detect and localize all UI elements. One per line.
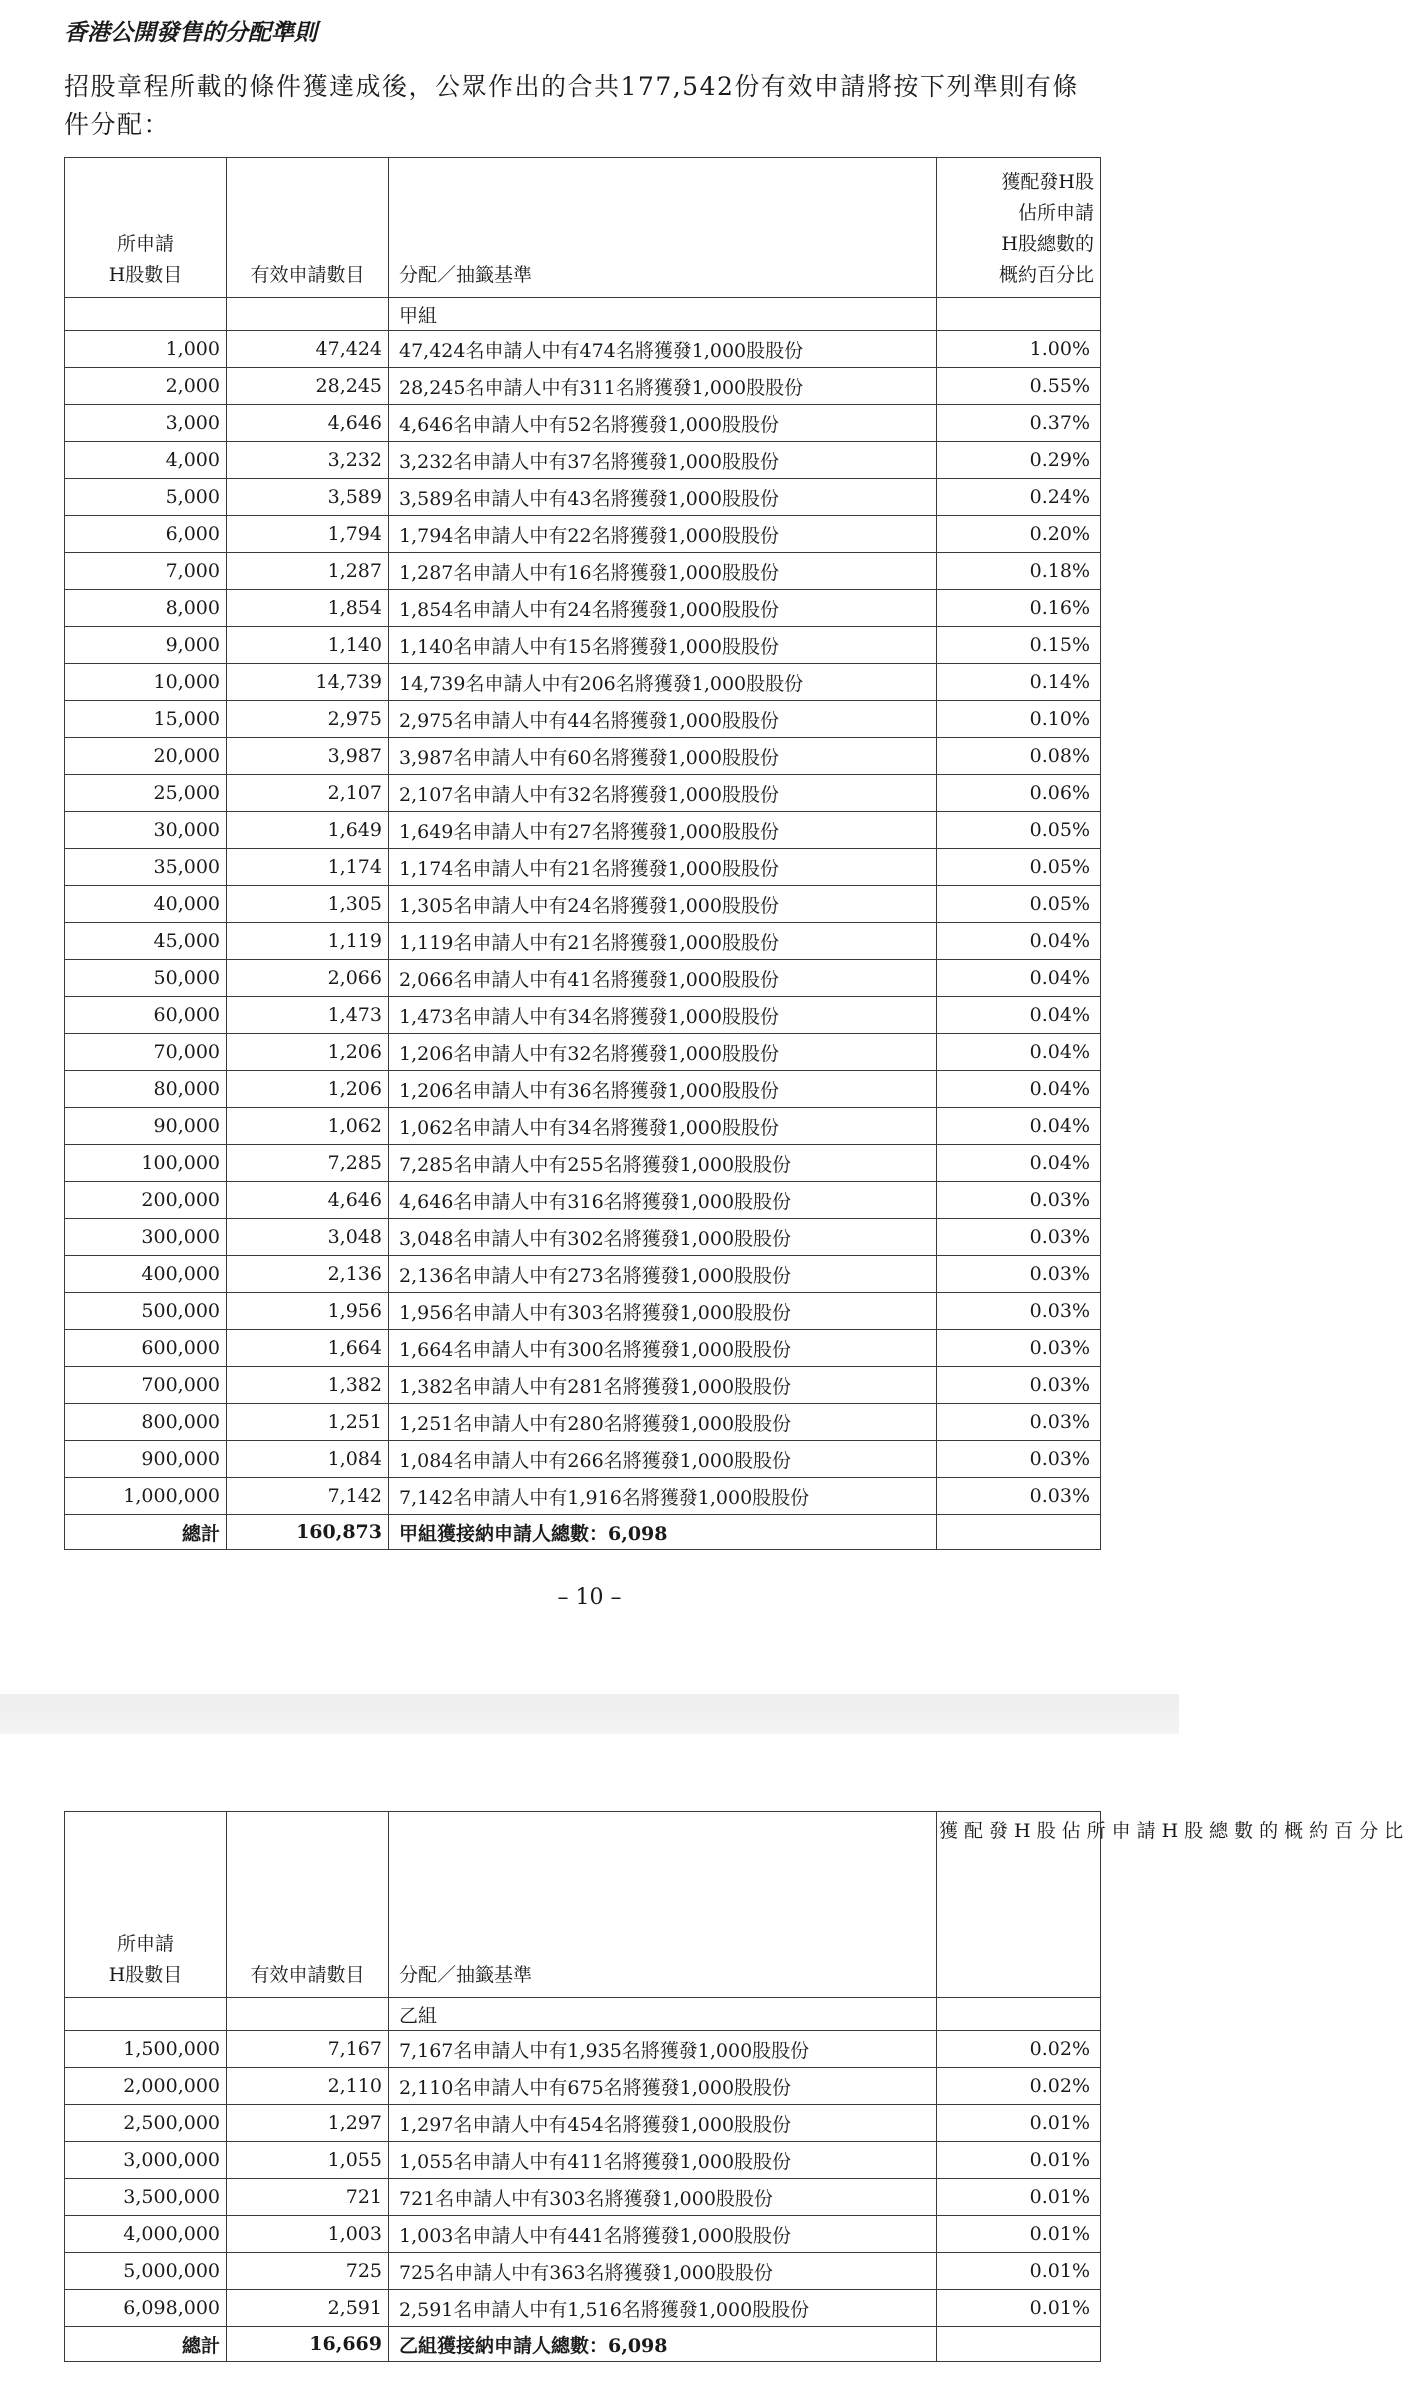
cell-approx-percentage: 0.03% [937, 1256, 1101, 1293]
cell-valid-applications: 1,140 [227, 627, 389, 664]
total-label: 總計 [65, 1515, 227, 1550]
cell-valid-applications: 725 [227, 2253, 389, 2290]
cell-approx-percentage: 0.03% [937, 1293, 1101, 1330]
cell-valid-applications: 1,174 [227, 849, 389, 886]
cell-allocation-basis: 3,232名申請人中有37名將獲發1,000股股份 [389, 442, 937, 479]
cell-allocation-basis: 1,055名申請人中有411名將獲發1,000股股份 [389, 2142, 937, 2179]
cell-valid-applications: 4,646 [227, 1182, 389, 1219]
table-header-row [65, 1812, 1101, 1998]
table-row [65, 997, 1101, 1034]
cell-approx-percentage: 0.01% [937, 2105, 1101, 2142]
cell-approx-percentage: 0.14% [937, 664, 1101, 701]
table-row [65, 1330, 1101, 1367]
cell-approx-percentage: 0.04% [937, 923, 1101, 960]
cell-approx-percentage: 0.01% [937, 2253, 1101, 2290]
total-empty-cell [937, 1515, 1101, 1550]
table-row [65, 479, 1101, 516]
cell-shares-applied: 45,000 [65, 923, 227, 960]
cell-shares-applied: 4,000,000 [65, 2216, 227, 2253]
cell-allocation-basis: 721名申請人中有303名將獲發1,000股股份 [389, 2179, 937, 2216]
table-row [65, 2105, 1101, 2142]
table-row [65, 664, 1101, 701]
cell-shares-applied: 2,000 [65, 368, 227, 405]
table-header-row [65, 158, 1101, 298]
cell-valid-applications: 3,987 [227, 738, 389, 775]
col-header-basis: 分配／抽籤基準 [389, 1812, 937, 1998]
cell-approx-percentage: 0.20% [937, 516, 1101, 553]
cell-shares-applied: 7,000 [65, 553, 227, 590]
cell-approx-percentage: 0.08% [937, 738, 1101, 775]
cell-approx-percentage: 0.10% [937, 701, 1101, 738]
cell-valid-applications: 1,664 [227, 1330, 389, 1367]
cell-approx-percentage: 0.16% [937, 590, 1101, 627]
cell-shares-applied: 1,000 [65, 331, 227, 368]
cell-shares-applied: 200,000 [65, 1182, 227, 1219]
table-row [65, 2179, 1101, 2216]
cell-approx-percentage: 0.01% [937, 2216, 1101, 2253]
total-valid-applications: 16,669 [227, 2327, 389, 2362]
cell-shares-applied: 1,000,000 [65, 1478, 227, 1515]
page-number: – 10 – [557, 1585, 622, 1610]
cell-valid-applications: 7,285 [227, 1145, 389, 1182]
total-empty-cell [937, 2327, 1101, 2362]
cell-approx-percentage: 0.03% [937, 1404, 1101, 1441]
table-row [65, 738, 1101, 775]
cell-approx-percentage: 0.15% [937, 627, 1101, 664]
total-row [65, 1515, 1101, 1550]
cell-allocation-basis: 1,003名申請人中有441名將獲發1,000股股份 [389, 2216, 937, 2253]
cell-approx-percentage: 0.03% [937, 1367, 1101, 1404]
table-row [65, 923, 1101, 960]
cell-valid-applications: 1,206 [227, 1034, 389, 1071]
table-row [65, 553, 1101, 590]
col-header-pct: 獲配發H股佔所申請H股總數的概約百分比 [937, 1812, 1101, 1998]
cell-valid-applications: 1,119 [227, 923, 389, 960]
cell-valid-applications: 7,142 [227, 1478, 389, 1515]
cell-valid-applications: 1,062 [227, 1108, 389, 1145]
table-row [65, 812, 1101, 849]
page-separator [0, 1694, 1179, 1734]
cell-allocation-basis: 28,245名申請人中有311名將獲發1,000股股份 [389, 368, 937, 405]
table-row [65, 775, 1101, 812]
cell-approx-percentage: 0.24% [937, 479, 1101, 516]
cell-valid-applications: 7,167 [227, 2031, 389, 2068]
cell-shares-applied: 900,000 [65, 1441, 227, 1478]
cell-shares-applied: 2,000,000 [65, 2068, 227, 2105]
cell-approx-percentage: 0.01% [937, 2290, 1101, 2327]
cell-shares-applied: 100,000 [65, 1145, 227, 1182]
cell-valid-applications: 1,297 [227, 2105, 389, 2142]
cell-allocation-basis: 1,664名申請人中有300名將獲發1,000股股份 [389, 1330, 937, 1367]
table-row [65, 1478, 1101, 1515]
table-row [65, 1367, 1101, 1404]
cell-valid-applications: 3,232 [227, 442, 389, 479]
cell-allocation-basis: 1,206名申請人中有36名將獲發1,000股股份 [389, 1071, 937, 1108]
cell-allocation-basis: 1,062名申請人中有34名將獲發1,000股股份 [389, 1108, 937, 1145]
cell-allocation-basis: 1,174名申請人中有21名將獲發1,000股股份 [389, 849, 937, 886]
total-successful-applicants: 甲組獲接納申請人總數：6,098 [389, 1515, 937, 1550]
cell-shares-applied: 25,000 [65, 775, 227, 812]
cell-allocation-basis: 1,854名申請人中有24名將獲發1,000股股份 [389, 590, 937, 627]
col-header-shares: 所申請 H股數目 [65, 1812, 227, 1998]
cell-shares-applied: 500,000 [65, 1293, 227, 1330]
cell-approx-percentage: 0.03% [937, 1330, 1101, 1367]
cell-approx-percentage: 0.04% [937, 1071, 1101, 1108]
col-header-valid: 有效申請數目 [227, 1812, 389, 1998]
cell-shares-applied: 20,000 [65, 738, 227, 775]
cell-valid-applications: 2,107 [227, 775, 389, 812]
col-header-shares: 所申請 H股數目 [65, 158, 227, 298]
table-row [65, 2142, 1101, 2179]
cell-valid-applications: 1,251 [227, 1404, 389, 1441]
cell-shares-applied: 3,500,000 [65, 2179, 227, 2216]
cell-valid-applications: 1,956 [227, 1293, 389, 1330]
cell-approx-percentage: 0.37% [937, 405, 1101, 442]
cell-approx-percentage: 0.55% [937, 368, 1101, 405]
col-header-valid: 有效申請數目 [227, 158, 389, 298]
cell-valid-applications: 2,591 [227, 2290, 389, 2327]
cell-approx-percentage: 0.05% [937, 849, 1101, 886]
cell-allocation-basis: 3,048名申請人中有302名將獲發1,000股股份 [389, 1219, 937, 1256]
cell-shares-applied: 70,000 [65, 1034, 227, 1071]
cell-shares-applied: 6,000 [65, 516, 227, 553]
table-row [65, 1145, 1101, 1182]
cell-allocation-basis: 1,305名申請人中有24名將獲發1,000股股份 [389, 886, 937, 923]
group-row [65, 298, 1101, 331]
cell-allocation-basis: 1,382名申請人中有281名將獲發1,000股股份 [389, 1367, 937, 1404]
cell-shares-applied: 800,000 [65, 1404, 227, 1441]
table-row [65, 516, 1101, 553]
cell-shares-applied: 5,000,000 [65, 2253, 227, 2290]
table-row [65, 442, 1101, 479]
cell-valid-applications: 4,646 [227, 405, 389, 442]
cell-approx-percentage: 0.05% [937, 812, 1101, 849]
cell-valid-applications: 1,003 [227, 2216, 389, 2253]
cell-allocation-basis: 1,649名申請人中有27名將獲發1,000股股份 [389, 812, 937, 849]
cell-approx-percentage: 0.02% [937, 2068, 1101, 2105]
table-row [65, 1108, 1101, 1145]
cell-allocation-basis: 2,136名申請人中有273名將獲發1,000股股份 [389, 1256, 937, 1293]
cell-shares-applied: 600,000 [65, 1330, 227, 1367]
table-row [65, 886, 1101, 923]
table-row [65, 405, 1101, 442]
cell-allocation-basis: 14,739名申請人中有206名將獲發1,000股股份 [389, 664, 937, 701]
cell-valid-applications: 2,136 [227, 1256, 389, 1293]
table-row [65, 701, 1101, 738]
cell-valid-applications: 1,055 [227, 2142, 389, 2179]
cell-shares-applied: 3,000,000 [65, 2142, 227, 2179]
cell-shares-applied: 300,000 [65, 1219, 227, 1256]
cell-valid-applications: 2,975 [227, 701, 389, 738]
cell-approx-percentage: 0.02% [937, 2031, 1101, 2068]
cell-allocation-basis: 4,646名申請人中有52名將獲發1,000股股份 [389, 405, 937, 442]
group-label: 乙組 [389, 1998, 937, 2031]
table-row [65, 590, 1101, 627]
cell-allocation-basis: 1,251名申請人中有280名將獲發1,000股股份 [389, 1404, 937, 1441]
cell-valid-applications: 721 [227, 2179, 389, 2216]
cell-shares-applied: 5,000 [65, 479, 227, 516]
cell-valid-applications: 1,206 [227, 1071, 389, 1108]
table-row [65, 331, 1101, 368]
total-label: 總計 [65, 2327, 227, 2362]
page-heading: 香港公開發售的分配準則 [64, 20, 317, 46]
table-row [65, 849, 1101, 886]
cell-valid-applications: 14,739 [227, 664, 389, 701]
cell-shares-applied: 90,000 [65, 1108, 227, 1145]
cell-allocation-basis: 725名申請人中有363名將獲發1,000股股份 [389, 2253, 937, 2290]
cell-allocation-basis: 2,066名申請人中有41名將獲發1,000股股份 [389, 960, 937, 997]
cell-shares-applied: 1,500,000 [65, 2031, 227, 2068]
cell-shares-applied: 2,500,000 [65, 2105, 227, 2142]
cell-allocation-basis: 1,956名申請人中有303名將獲發1,000股股份 [389, 1293, 937, 1330]
cell-valid-applications: 1,794 [227, 516, 389, 553]
cell-approx-percentage: 0.04% [937, 1145, 1101, 1182]
cell-approx-percentage: 0.04% [937, 960, 1101, 997]
cell-shares-applied: 700,000 [65, 1367, 227, 1404]
table-row [65, 2031, 1101, 2068]
table-row [65, 1182, 1101, 1219]
cell-shares-applied: 8,000 [65, 590, 227, 627]
cell-valid-applications: 3,589 [227, 479, 389, 516]
cell-shares-applied: 80,000 [65, 1071, 227, 1108]
cell-allocation-basis: 47,424名申請人中有474名將獲發1,000股股份 [389, 331, 937, 368]
cell-allocation-basis: 7,167名申請人中有1,935名將獲發1,000股股份 [389, 2031, 937, 2068]
total-successful-applicants: 乙組獲接納申請人總數：6,098 [389, 2327, 937, 2362]
cell-approx-percentage: 0.03% [937, 1219, 1101, 1256]
table-row [65, 368, 1101, 405]
cell-valid-applications: 47,424 [227, 331, 389, 368]
cell-approx-percentage: 0.03% [937, 1441, 1101, 1478]
cell-allocation-basis: 1,206名申請人中有32名將獲發1,000股股份 [389, 1034, 937, 1071]
cell-approx-percentage: 1.00% [937, 331, 1101, 368]
cell-valid-applications: 1,649 [227, 812, 389, 849]
group-row [65, 1998, 1101, 2031]
cell-shares-applied: 3,000 [65, 405, 227, 442]
table-row [65, 2216, 1101, 2253]
cell-shares-applied: 30,000 [65, 812, 227, 849]
table-row [65, 1404, 1101, 1441]
cell-shares-applied: 6,098,000 [65, 2290, 227, 2327]
cell-allocation-basis: 2,107名申請人中有32名將獲發1,000股股份 [389, 775, 937, 812]
cell-approx-percentage: 0.06% [937, 775, 1101, 812]
cell-approx-percentage: 0.04% [937, 1108, 1101, 1145]
cell-allocation-basis: 1,140名申請人中有15名將獲發1,000股股份 [389, 627, 937, 664]
table-row [65, 1071, 1101, 1108]
cell-valid-applications: 28,245 [227, 368, 389, 405]
cell-allocation-basis: 2,975名申請人中有44名將獲發1,000股股份 [389, 701, 937, 738]
cell-approx-percentage: 0.04% [937, 1034, 1101, 1071]
cell-allocation-basis: 1,287名申請人中有16名將獲發1,000股股份 [389, 553, 937, 590]
cell-approx-percentage: 0.01% [937, 2142, 1101, 2179]
allocation-table-group-b [64, 1811, 1409, 2362]
allocation-table-group-a [64, 157, 1101, 1550]
cell-allocation-basis: 2,591名申請人中有1,516名將獲發1,000股股份 [389, 2290, 937, 2327]
table-row [65, 2253, 1101, 2290]
cell-allocation-basis: 1,084名申請人中有266名將獲發1,000股股份 [389, 1441, 937, 1478]
cell-shares-applied: 400,000 [65, 1256, 227, 1293]
cell-valid-applications: 1,287 [227, 553, 389, 590]
cell-valid-applications: 3,048 [227, 1219, 389, 1256]
table-row [65, 1441, 1101, 1478]
cell-allocation-basis: 3,987名申請人中有60名將獲發1,000股股份 [389, 738, 937, 775]
table-row [65, 2068, 1101, 2105]
cell-valid-applications: 2,110 [227, 2068, 389, 2105]
col-header-basis: 分配／抽籤基準 [389, 158, 937, 298]
cell-valid-applications: 2,066 [227, 960, 389, 997]
cell-shares-applied: 10,000 [65, 664, 227, 701]
table-row [65, 2290, 1101, 2327]
cell-shares-applied: 9,000 [65, 627, 227, 664]
cell-approx-percentage: 0.03% [937, 1478, 1101, 1515]
cell-allocation-basis: 1,473名申請人中有34名將獲發1,000股股份 [389, 997, 937, 1034]
cell-valid-applications: 1,305 [227, 886, 389, 923]
cell-allocation-basis: 7,142名申請人中有1,916名將獲發1,000股股份 [389, 1478, 937, 1515]
group-label: 甲組 [389, 298, 937, 331]
table-row [65, 960, 1101, 997]
cell-allocation-basis: 3,589名申請人中有43名將獲發1,000股股份 [389, 479, 937, 516]
cell-allocation-basis: 4,646名申請人中有316名將獲發1,000股股份 [389, 1182, 937, 1219]
cell-allocation-basis: 7,285名申請人中有255名將獲發1,000股股份 [389, 1145, 937, 1182]
table-row [65, 1256, 1101, 1293]
cell-valid-applications: 1,473 [227, 997, 389, 1034]
table-row [65, 1293, 1101, 1330]
table-row [65, 1034, 1101, 1071]
intro-paragraph: 招股章程所載的條件獲達成後，公眾作出的合共177,542份有效申請將按下列準則有條件分配： [64, 72, 1079, 139]
col-header-pct: 獲配發H股 佔所申請 H股總數的 概約百分比 [937, 158, 1101, 298]
cell-valid-applications: 1,382 [227, 1367, 389, 1404]
cell-valid-applications: 1,084 [227, 1441, 389, 1478]
cell-shares-applied: 35,000 [65, 849, 227, 886]
cell-approx-percentage: 0.18% [937, 553, 1101, 590]
cell-approx-percentage: 0.05% [937, 886, 1101, 923]
cell-approx-percentage: 0.29% [937, 442, 1101, 479]
total-row [65, 2327, 1101, 2362]
cell-valid-applications: 1,854 [227, 590, 389, 627]
cell-shares-applied: 50,000 [65, 960, 227, 997]
cell-shares-applied: 60,000 [65, 997, 227, 1034]
cell-allocation-basis: 2,110名申請人中有675名將獲發1,000股股份 [389, 2068, 937, 2105]
cell-shares-applied: 40,000 [65, 886, 227, 923]
cell-allocation-basis: 1,794名申請人中有22名將獲發1,000股股份 [389, 516, 937, 553]
table-row [65, 1219, 1101, 1256]
cell-allocation-basis: 1,297名申請人中有454名將獲發1,000股股份 [389, 2105, 937, 2142]
total-valid-applications: 160,873 [227, 1515, 389, 1550]
cell-allocation-basis: 1,119名申請人中有21名將獲發1,000股股份 [389, 923, 937, 960]
cell-approx-percentage: 0.03% [937, 1182, 1101, 1219]
cell-approx-percentage: 0.04% [937, 997, 1101, 1034]
cell-shares-applied: 15,000 [65, 701, 227, 738]
cell-approx-percentage: 0.01% [937, 2179, 1101, 2216]
table-row [65, 627, 1101, 664]
cell-shares-applied: 4,000 [65, 442, 227, 479]
